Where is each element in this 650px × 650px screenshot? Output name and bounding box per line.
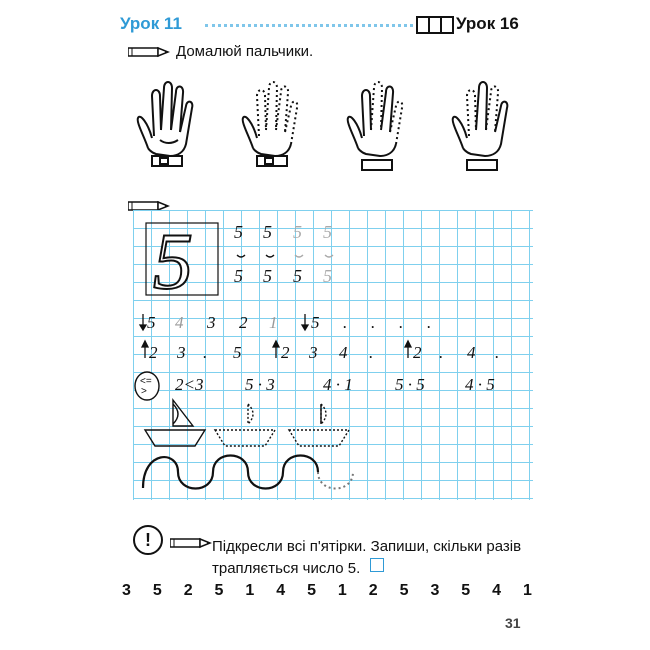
seq-digit: 5	[311, 313, 320, 332]
pencil-icon	[128, 46, 170, 58]
seq-digit: 3	[309, 343, 318, 362]
attention-marker: !	[133, 525, 163, 555]
page-number: 31	[505, 615, 521, 631]
hand-outline-partial	[340, 78, 420, 183]
sequence-digit: 5	[307, 582, 316, 599]
digit-five: 5	[234, 266, 243, 286]
digit-sequence	[122, 582, 532, 600]
hand-outline-right	[445, 78, 525, 183]
seq-digit: 5	[233, 343, 242, 362]
seq-digit: 2	[281, 343, 290, 362]
sequence-digit: 5	[461, 582, 471, 599]
seq-digit: 4	[339, 343, 348, 362]
sequence-digit: 3	[430, 582, 440, 599]
seq-dot: .	[203, 343, 208, 362]
digit-five-dotted: 5	[323, 266, 332, 286]
digit-five: 5	[263, 222, 272, 242]
wave-pattern-dotted	[318, 472, 353, 489]
digit-five-dotted: 5	[293, 222, 302, 242]
sequence-digit: 2	[183, 582, 193, 599]
seq-dot: .	[369, 343, 374, 362]
sequence-digit: 4	[492, 582, 502, 599]
seq-digit: 5	[147, 313, 156, 332]
lesson-title-right: Урок 16	[456, 14, 519, 33]
seq-dot: .	[399, 313, 404, 332]
sequence-digit: 1	[337, 582, 347, 599]
wave-pattern	[143, 456, 318, 489]
sequence-digit: 5	[152, 582, 162, 599]
boat-icon	[145, 400, 205, 446]
sequence-digit: 3	[122, 582, 131, 599]
compare-item: 5 · 5	[395, 375, 425, 394]
lesson-boxes-icon	[418, 16, 454, 34]
sequence-digit: 1	[245, 582, 255, 599]
answer-box[interactable]	[370, 558, 384, 572]
hand-outline-full	[130, 78, 210, 183]
sequence-digit: 5	[214, 582, 224, 599]
seq-digit: 4	[175, 313, 184, 332]
compare-item: 4 · 5	[465, 375, 495, 394]
digit-five: 5	[234, 222, 243, 242]
task1-instruction: Домалюй пальчики.	[176, 43, 314, 60]
header-divider	[205, 24, 413, 27]
seq-digit: 2	[149, 343, 158, 362]
seq-digit: 1	[269, 313, 278, 332]
seq-dot: .	[371, 313, 376, 332]
grid-content	[133, 210, 533, 500]
digit-five: 5	[293, 266, 302, 286]
sequence-digit: 1	[522, 582, 532, 599]
seq-digit: 2	[239, 313, 248, 332]
big-digit-five: 5	[153, 218, 193, 306]
sequence-digit: 4	[276, 582, 286, 599]
compare-item: 4 · 1	[323, 375, 353, 394]
seq-digit: 3	[207, 313, 216, 332]
lesson-title-left: Урок 11	[120, 14, 182, 33]
seq-digit: 3	[177, 343, 186, 362]
compare-item: 5 · 3	[245, 375, 275, 394]
greater-than-icon: >	[141, 386, 147, 397]
compare-item: 2<3	[175, 375, 204, 394]
less-than-icon: <=	[140, 376, 152, 387]
seq-digit: 4	[467, 343, 476, 362]
task2-instruction: Підкресли всі п'ятірки. Запиши, скільки разів трапляється число 5.	[212, 538, 522, 577]
seq-dot: .	[439, 343, 444, 362]
sequence-digit: 2	[368, 582, 378, 599]
sequence-digit: 5	[399, 582, 409, 599]
hand-outline-dotted	[235, 78, 315, 183]
seq-dot: .	[343, 313, 348, 332]
digit-five: 5	[263, 266, 272, 286]
digit-five-dotted: 5	[323, 222, 332, 242]
seq-dot: .	[495, 343, 500, 362]
seq-digit: 2	[413, 343, 422, 362]
boat-dotted-icon	[215, 404, 349, 446]
pencil-icon	[170, 537, 212, 549]
seq-dot: .	[427, 313, 432, 332]
